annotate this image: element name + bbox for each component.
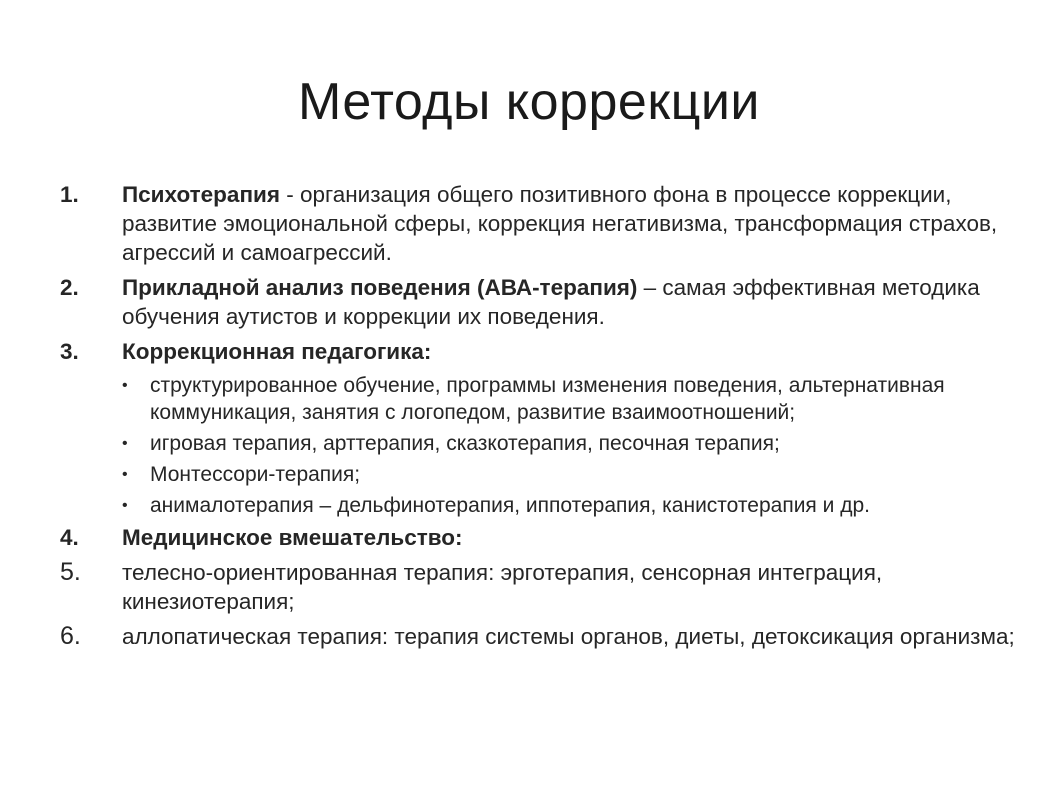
bullet-icon: • — [122, 435, 128, 452]
list-item-aba-therapy — [60, 273, 1020, 331]
sub-item-text: анималотерапия – дельфинотерапия, иппотерапия, канистотерапия и др. — [150, 494, 870, 517]
bullet-icon: • — [122, 497, 128, 514]
item-heading: Прикладной анализ поведения (АВА-терапия) — [122, 275, 638, 300]
item-heading: Коррекционная педагогика: — [122, 339, 432, 364]
item-number: 6. — [60, 622, 81, 650]
item-description: – самая эффективная методика обучения аутистов и коррекции их поведения. — [122, 275, 980, 329]
sub-item-text: Монтессори-терапия; — [150, 463, 361, 486]
item-text — [122, 337, 1020, 366]
list-item-allopathic-therapy — [60, 622, 1020, 651]
item-description: - организация общего позитивного фона в процессе коррекции, развитие эмоциональной сферы, коррекция негативизма, трансформация страхов, агрессий и самоагрессий. — [122, 182, 998, 265]
list-item-correctional-pedagogy — [60, 337, 1020, 366]
item-number: 1. — [60, 182, 79, 207]
bullet-icon: • — [122, 377, 128, 394]
methods-list — [60, 180, 1020, 657]
pedagogy-subitems — [122, 372, 1020, 519]
item-number: 2. — [60, 275, 79, 300]
sub-item — [122, 461, 1020, 488]
list-item-medical-intervention — [60, 523, 1020, 552]
sub-item — [122, 492, 1020, 519]
sub-item-text: структурированное обучение, программы изменения поведения, альтернативная коммуникация, занятия с логопедом, развитие взаимоотношений; — [150, 374, 945, 424]
list-item-body-oriented-therapy — [60, 558, 1020, 616]
item-heading: Психотерапия — [122, 182, 280, 207]
item-number: 3. — [60, 339, 79, 364]
sub-item-text: игровая терапия, арттерапия, сказкотерапия, песочная терапия; — [150, 432, 780, 455]
item-text: аллопатическая терапия: терапия системы органов, диеты, детоксикация организма; — [122, 624, 1015, 649]
item-text — [122, 273, 1020, 331]
bullet-icon: • — [122, 466, 128, 483]
item-text: телесно-ориентированная терапия: эрготерапия, сенсорная интеграция, кинезиотерапия; — [122, 560, 883, 614]
item-text — [122, 180, 1020, 267]
list-item-psychotherapy — [60, 180, 1020, 267]
sub-item — [122, 430, 1020, 457]
item-text — [122, 523, 1020, 552]
item-heading: Медицинское вмешательство: — [122, 525, 463, 550]
item-number: 5. — [60, 558, 81, 586]
slide-title: Методы коррекции — [298, 73, 760, 131]
item-number: 4. — [60, 525, 79, 550]
sub-item — [122, 372, 1020, 426]
